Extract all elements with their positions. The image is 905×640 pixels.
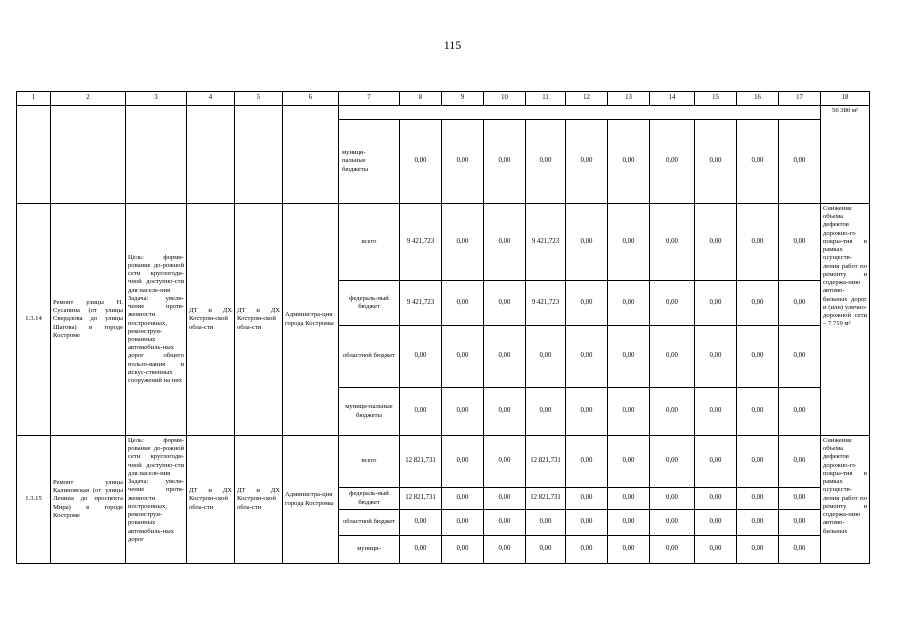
fund-value: 0,00 [484, 281, 526, 326]
fund-value: 0,00 [737, 204, 779, 281]
fund-value: 0,00 [650, 281, 695, 326]
fund-label: областной бюджет [339, 510, 400, 536]
column-header-16: 16 [737, 92, 779, 106]
result-indicator: Снижение объема дефектов дорожно-го покры-тия в рамках осуществ-ления работ по ремонту и содержа-нию автомо-бильных дорог и (или) улично-дорожной сети – 7 719 м² [821, 204, 870, 436]
recipient-cell: Администра-ция города Костромы [283, 204, 339, 436]
fund-value: 0,00 [695, 536, 737, 564]
fund-value: 0,00 [650, 536, 695, 564]
cont-cell-4 [187, 106, 235, 204]
fund-value: 0,00 [526, 510, 566, 536]
fund-value: 0,00 [566, 536, 608, 564]
fund-value: 0,00 [566, 388, 608, 436]
fund-value: 0,00 [779, 536, 821, 564]
fund-value: 9 421,723 [526, 281, 566, 326]
column-header-9: 9 [442, 92, 484, 106]
recipient-cell: Администра-ция города Костромы [283, 436, 339, 564]
fund-value: 0,00 [566, 204, 608, 281]
fund-value: 0,00 [695, 388, 737, 436]
fund-value: 12 821,731 [400, 488, 442, 510]
fund-value: 0,00 [608, 281, 650, 326]
fund-value: 0,00 [484, 326, 526, 388]
column-header-18: 18 [821, 92, 870, 106]
fund-value: 0,00 [400, 510, 442, 536]
column-header-row [17, 92, 870, 106]
fund-value: 0,00 [608, 436, 650, 488]
fund-value: 0,00 [650, 388, 695, 436]
program-table [16, 91, 870, 564]
fund-label: областной бюджет [339, 326, 400, 388]
row-number: 1.3.15 [17, 436, 51, 564]
column-header-10: 10 [484, 92, 526, 106]
fund-label: всего [339, 204, 400, 281]
fund-value: 0,00 [737, 326, 779, 388]
fund-value: 0,00 [608, 120, 650, 204]
fund-value: 0,00 [566, 120, 608, 204]
column-header-5: 5 [235, 92, 283, 106]
fund-value: 0,00 [737, 488, 779, 510]
fund-value: 9 421,723 [400, 281, 442, 326]
fund-value: 0,00 [526, 388, 566, 436]
page-number: 115 [443, 38, 462, 52]
fund-label: всего [339, 436, 400, 488]
fund-value: 0,00 [526, 326, 566, 388]
fund-value: 0,00 [442, 436, 484, 488]
fund-value: 0,00 [695, 120, 737, 204]
column-header-3: 3 [126, 92, 187, 106]
fund-value: 0,00 [442, 536, 484, 564]
fund-value: 0,00 [484, 510, 526, 536]
fund-value: 0,00 [695, 204, 737, 281]
fund-value: 0,00 [650, 120, 695, 204]
fund-value: 0,00 [400, 326, 442, 388]
fund-value: 0,00 [442, 204, 484, 281]
fund-value: 0,00 [442, 510, 484, 536]
fund-value: 0,00 [442, 388, 484, 436]
fund-value: 0,00 [608, 536, 650, 564]
column-header-1: 1 [17, 92, 51, 106]
cont-cell-2 [51, 106, 126, 204]
fund-value: 0,00 [484, 436, 526, 488]
fund-value: 12 821,731 [400, 436, 442, 488]
executor-cell: ДТ и ДХ Костром-ской обла-сти [187, 436, 235, 564]
fund-value: 0,00 [442, 120, 484, 204]
fund-value: 0,00 [737, 281, 779, 326]
fund-value: 0,00 [400, 536, 442, 564]
column-header-12: 12 [566, 92, 608, 106]
result-indicator: Снижение объема дефектов дорожно-го покры-тия в рамках осуществ-ления работ по ремонту и содержа-нию автомо-бильных [821, 436, 870, 564]
fund-value: 0,00 [442, 281, 484, 326]
fund-value: 0,00 [484, 536, 526, 564]
fund-label: муници-пальные бюджеты [339, 388, 400, 436]
fund-value: 0,00 [484, 120, 526, 204]
fund-value: 0,00 [695, 488, 737, 510]
fund-value: 0,00 [737, 536, 779, 564]
fund-value: 0,00 [650, 436, 695, 488]
column-header-4: 4 [187, 92, 235, 106]
fund-value: 9 421,723 [400, 204, 442, 281]
fund-value: 0,00 [695, 326, 737, 388]
fund-value: 12 821,731 [526, 436, 566, 488]
executor-cell: ДТ и ДХ Костром-ской обла-сти [187, 204, 235, 436]
goal-text: Цель: форми-рование до-рожной сети круглогоди-чной доступно-сти для населе-ния Задача: увели-чение протя-женности построенных, реконструи-рованных автомобиль-ных дорог [126, 436, 187, 564]
cont-cell-3 [126, 106, 187, 204]
fund-value: 0,00 [650, 510, 695, 536]
column-header-2: 2 [51, 92, 126, 106]
continuation-row-top [17, 106, 870, 120]
fund-value: 0,00 [566, 326, 608, 388]
fund-value: 0,00 [526, 120, 566, 204]
customer-cell: ДТ и ДХ Костром-ской обла-сти [235, 436, 283, 564]
fund-label: федераль-ный бюджет [339, 488, 400, 510]
fund-value: 0,00 [737, 120, 779, 204]
column-header-8: 8 [400, 92, 442, 106]
fund-value: 0,00 [779, 488, 821, 510]
fund-value: 0,00 [400, 388, 442, 436]
cont-col18: 56 380 м² [821, 106, 870, 204]
fund-value: 0,00 [695, 436, 737, 488]
row-number: 1.3.14 [17, 204, 51, 436]
fund-value: 0,00 [608, 488, 650, 510]
fund-value: 0,00 [779, 510, 821, 536]
table-row [17, 436, 870, 488]
fund-value: 0,00 [484, 488, 526, 510]
fund-label: муници- пальные бюджеты [339, 120, 400, 204]
fund-value: 0,00 [608, 204, 650, 281]
fund-value: 0,00 [779, 326, 821, 388]
table-row [17, 204, 870, 281]
fund-value: 0,00 [779, 388, 821, 436]
fund-value: 0,00 [779, 281, 821, 326]
fund-value: 0,00 [779, 204, 821, 281]
column-header-17: 17 [779, 92, 821, 106]
fund-value: 9 421,723 [526, 204, 566, 281]
fund-value: 0,00 [484, 204, 526, 281]
fund-value: 0,00 [526, 536, 566, 564]
cont-cell-5 [235, 106, 283, 204]
column-header-14: 14 [650, 92, 695, 106]
goal-text: Цель: форми-рование до-рожной сети круглогоди-чной доступно-сти для населе-ния Задача: увели-чение протя-женности построенных, реконструи-рованных автомобиль-ных дорог общего пользо-вания и искус-ственных сооружений на них [126, 204, 187, 436]
fund-value: 0,00 [737, 388, 779, 436]
fund-value: 0,00 [650, 488, 695, 510]
object-name: Ремонт улицы Н. Сусанина (от улицы Свердлова до улицы Шагова) в городе Костроме [51, 204, 126, 436]
fund-value: 0,00 [695, 510, 737, 536]
fund-value: 0,00 [442, 488, 484, 510]
fund-value: 0,00 [737, 510, 779, 536]
fund-value: 0,00 [608, 388, 650, 436]
column-header-15: 15 [695, 92, 737, 106]
fund-value: 0,00 [650, 204, 695, 281]
column-header-7: 7 [339, 92, 400, 106]
cont-cell-1 [17, 106, 51, 204]
fund-value: 0,00 [566, 281, 608, 326]
column-header-6: 6 [283, 92, 339, 106]
fund-label: муници- [339, 536, 400, 564]
column-header-11: 11 [526, 92, 566, 106]
fund-value: 0,00 [695, 281, 737, 326]
fund-value: 0,00 [779, 120, 821, 204]
fund-value: 0,00 [484, 388, 526, 436]
fund-value: 0,00 [566, 436, 608, 488]
fund-value: 0,00 [737, 436, 779, 488]
fund-value: 0,00 [608, 326, 650, 388]
customer-cell: ДТ и ДХ Костром-ской обла-сти [235, 204, 283, 436]
fund-value: 0,00 [779, 436, 821, 488]
fund-value: 12 821,731 [526, 488, 566, 510]
fund-value: 0,00 [566, 510, 608, 536]
column-header-13: 13 [608, 92, 650, 106]
object-name: Ремонт улицы Калиновская (от улицы Ленина до проспекта Мира) в городе Костроме [51, 436, 126, 564]
fund-value: 0,00 [566, 488, 608, 510]
fund-value: 0,00 [400, 120, 442, 204]
fund-value: 0,00 [442, 326, 484, 388]
fund-value: 0,00 [650, 326, 695, 388]
fund-label: федераль-ный бюджет [339, 281, 400, 326]
fund-value: 0,00 [608, 510, 650, 536]
cont-cell-6 [283, 106, 339, 204]
